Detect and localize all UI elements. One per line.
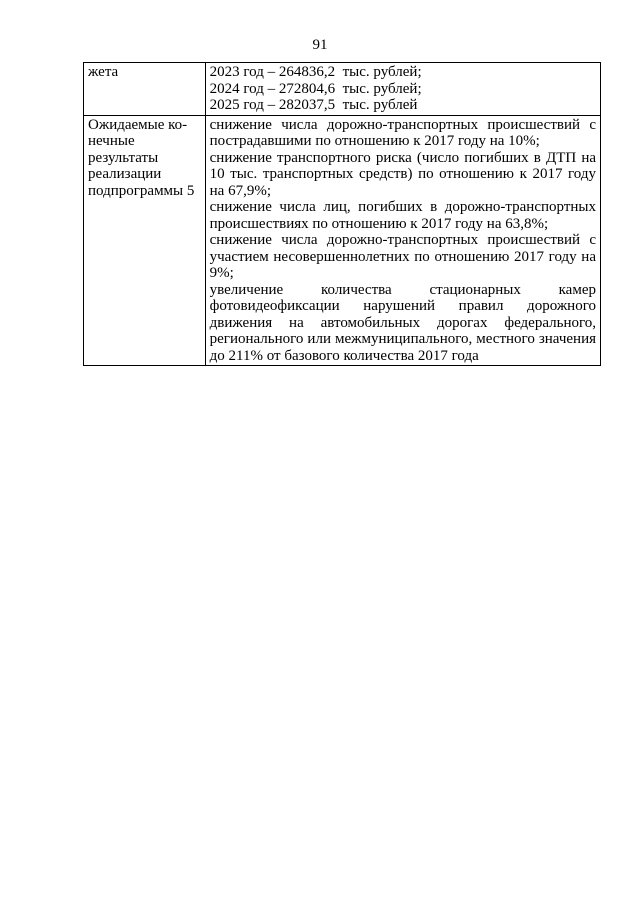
funding-2025: 2025 год – 282037,5 тыс. рублей [209, 97, 418, 113]
row-label-text: жета [88, 64, 119, 80]
funding-2024: 2024 год – 272804,6 тыс. рублей; [209, 80, 422, 97]
page-number: 91 [312, 37, 328, 53]
table-row-funding [84, 63, 601, 116]
row-label-line: результаты [88, 149, 159, 166]
row-label-line: Ожидаемые ко- [88, 116, 188, 133]
result-item: снижение числа лиц, погибших в дорожно-транспортных происшествиях по отношению к 2017 году на 63,8%; [209, 199, 596, 232]
table-row-results [84, 115, 601, 366]
row-value-cell [205, 63, 600, 116]
funding-2023: 2023 год – 264836,2 тыс. рублей; [209, 64, 422, 80]
row-label-cell [84, 115, 206, 366]
row-label-line: реализации [88, 166, 162, 182]
subprogram-table [83, 62, 601, 366]
result-item: снижение числа дорожно-транспортных происшествий с пострадавшими по отношению к 2017 году на 10%; [209, 116, 596, 149]
row-label-line: нечные [88, 133, 135, 149]
row-label-line: подпрограммы 5 [88, 182, 195, 199]
result-item: увеличение количества стационарных камер фотовидеофиксации нарушений правил дорожного движения на автомобильных дорогах федерального, регионального или межмуниципального, местного значения до 211% от базового количества 2017 года [209, 281, 596, 364]
row-label-cell [84, 63, 206, 116]
result-item: снижение числа дорожно-транспортных происшествий с участием несовершеннолетних по отношению 2017 году на 9%; [209, 232, 596, 281]
row-value-cell [205, 115, 600, 366]
result-item: снижение транспортного риска (число погибших в ДТП на 10 тыс. транспортных средств) по отношению к 2017 году на 67,9%; [209, 149, 596, 199]
